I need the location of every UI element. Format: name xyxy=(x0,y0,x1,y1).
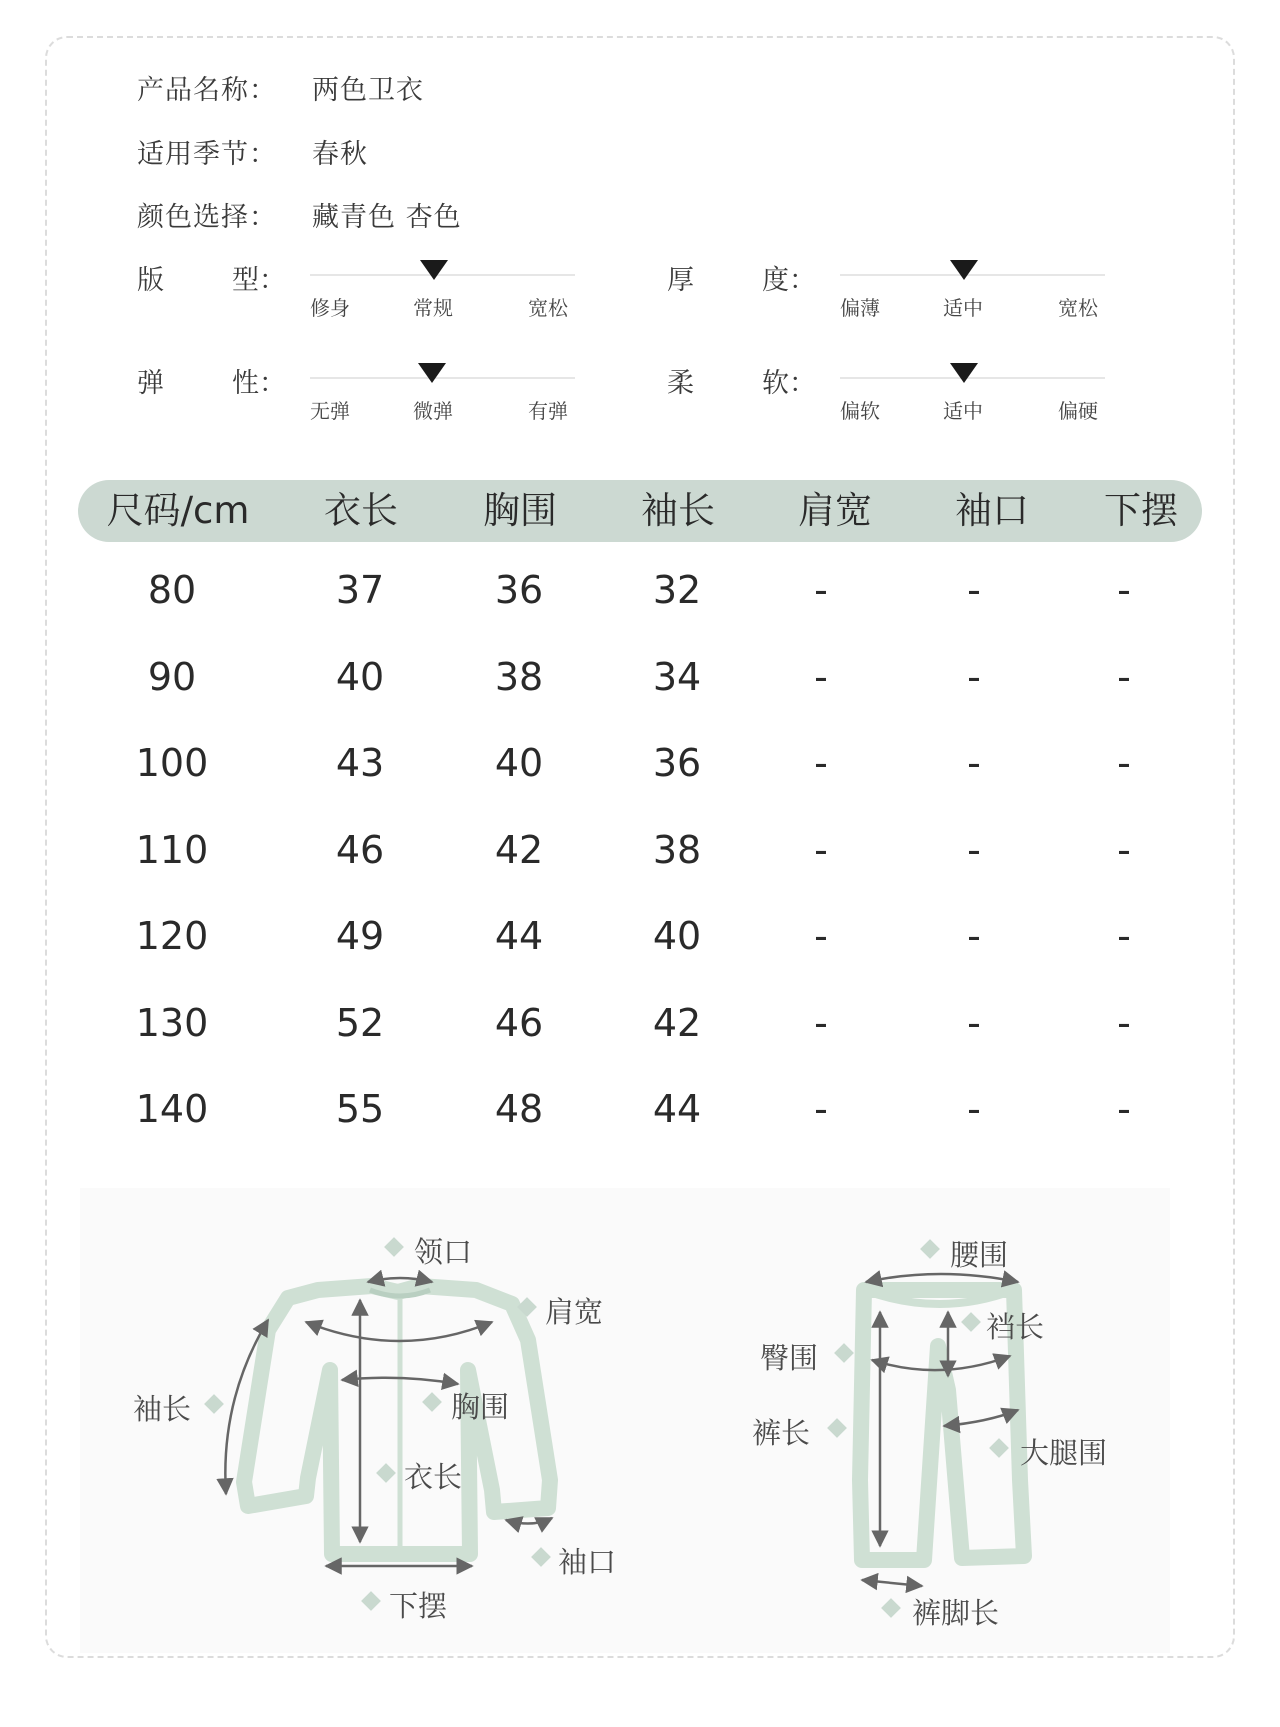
measure-cell: 44 xyxy=(494,914,544,958)
measure-cell: 42 xyxy=(652,1000,702,1045)
size-cell: 100 xyxy=(135,741,209,785)
measure-cell: - xyxy=(1117,1087,1131,1131)
scale-tick: 常规 xyxy=(413,296,453,320)
softness-label-a: 柔 xyxy=(667,368,694,399)
measure-cell: - xyxy=(967,741,981,785)
measure-cell: 42 xyxy=(494,827,544,872)
scale-tick: 宽松 xyxy=(1058,296,1098,320)
measure-cell: 44 xyxy=(652,1087,702,1131)
measure-cell: 52 xyxy=(335,1000,385,1045)
season-value: 春秋 xyxy=(312,139,368,170)
measure-cell: 34 xyxy=(652,654,702,699)
measure-cell: - xyxy=(1117,914,1131,958)
measure-cell: - xyxy=(967,914,981,958)
scale-tick: 适中 xyxy=(943,399,983,423)
scale-tick: 无弹 xyxy=(310,399,350,423)
measure-cell: - xyxy=(1117,568,1131,612)
thickness-label-a: 厚 xyxy=(667,265,694,296)
fit-label-b: 型： xyxy=(232,265,286,296)
header-sleeve: 袖长 xyxy=(641,489,715,532)
product-name-value: 两色卫衣 xyxy=(312,75,424,106)
hip-label: 臀围 xyxy=(760,1341,819,1375)
header-hem: 下摆 xyxy=(1104,489,1178,532)
measure-cell: 43 xyxy=(335,741,385,785)
measure-cell: 32 xyxy=(652,568,702,612)
fit-label-a: 版 xyxy=(137,265,164,296)
measure-cell: 36 xyxy=(652,741,702,785)
color-value: 藏青色 杏色 xyxy=(312,202,462,233)
size-cell: 90 xyxy=(147,654,197,699)
length-label: 衣长 xyxy=(404,1460,463,1494)
measure-cell: 40 xyxy=(335,654,385,699)
measure-cell: 38 xyxy=(494,654,544,699)
measure-cell: - xyxy=(814,827,828,872)
leg-opening-label: 裤脚长 xyxy=(912,1596,1000,1630)
hem-label: 下摆 xyxy=(389,1589,448,1623)
size-cell: 80 xyxy=(147,568,197,612)
cuff-arrow xyxy=(506,1518,552,1524)
measure-cell: - xyxy=(814,654,828,699)
leg-opening-arrow xyxy=(862,1580,922,1586)
header-size: 尺码/cm xyxy=(106,489,250,532)
measure-cell: - xyxy=(967,827,981,872)
scale-tick: 修身 xyxy=(310,296,350,320)
scale-tick: 有弹 xyxy=(528,399,568,423)
thickness-label-b: 度： xyxy=(762,265,816,296)
measure-cell: 46 xyxy=(335,827,385,872)
chest-label: 胸围 xyxy=(451,1390,510,1424)
measure-cell: - xyxy=(1117,827,1131,872)
waist-arrow xyxy=(866,1274,1018,1282)
shoulder-label: 肩宽 xyxy=(545,1295,604,1329)
measure-cell: - xyxy=(814,1087,828,1131)
rise-label: 裆长 xyxy=(986,1310,1045,1344)
measure-cell: 40 xyxy=(652,914,702,958)
scale-tick: 适中 xyxy=(943,296,983,320)
header-chest: 胸围 xyxy=(483,489,557,532)
scale-tick: 偏软 xyxy=(840,399,880,423)
sleeve-label: 袖长 xyxy=(133,1392,192,1426)
measure-cell: - xyxy=(1117,1000,1131,1045)
measure-cell: - xyxy=(967,654,981,699)
measure-cell: - xyxy=(1117,654,1131,699)
header-cuff: 袖口 xyxy=(955,489,1029,532)
measure-cell: - xyxy=(967,1087,981,1131)
measure-cell: - xyxy=(967,1000,981,1045)
collar-label: 领口 xyxy=(414,1235,473,1269)
measure-cell: - xyxy=(814,1000,828,1045)
measure-cell: - xyxy=(814,568,828,612)
scale-tick: 宽松 xyxy=(528,296,568,320)
color-label: 颜色选择： xyxy=(137,202,277,233)
measure-cell: - xyxy=(967,568,981,612)
elasticity-label-a: 弹 xyxy=(137,368,164,399)
size-cell: 120 xyxy=(135,914,209,958)
scale-tick: 微弹 xyxy=(413,399,453,423)
season-label: 适用季节： xyxy=(137,139,277,170)
measure-cell: - xyxy=(1117,741,1131,785)
measure-cell: 49 xyxy=(335,914,385,958)
scale-tick: 偏硬 xyxy=(1058,399,1098,423)
pants-length-label: 裤长 xyxy=(752,1416,811,1450)
product-name-label: 产品名称： xyxy=(137,75,277,106)
measure-cell: 37 xyxy=(335,568,385,612)
header-length: 衣长 xyxy=(324,489,398,532)
measure-cell: 55 xyxy=(335,1087,385,1131)
measure-cell: - xyxy=(814,914,828,958)
measure-cell: - xyxy=(814,741,828,785)
size-cell: 140 xyxy=(135,1087,209,1131)
measure-cell: 38 xyxy=(652,827,702,872)
softness-label-b: 软： xyxy=(762,368,816,399)
measure-cell: 40 xyxy=(494,741,544,785)
scale-tick: 偏薄 xyxy=(840,296,880,320)
waist-label: 腰围 xyxy=(950,1238,1009,1272)
cuff-label: 袖口 xyxy=(558,1545,617,1579)
elasticity-label-b: 性： xyxy=(232,368,286,399)
measure-cell: 48 xyxy=(494,1087,544,1131)
measure-cell: 46 xyxy=(494,1000,544,1045)
thigh-label: 大腿围 xyxy=(1020,1436,1108,1470)
size-cell: 130 xyxy=(135,1000,209,1045)
size-cell: 110 xyxy=(135,827,209,872)
header-shoulder: 肩宽 xyxy=(798,489,872,532)
measure-cell: 36 xyxy=(494,568,544,612)
